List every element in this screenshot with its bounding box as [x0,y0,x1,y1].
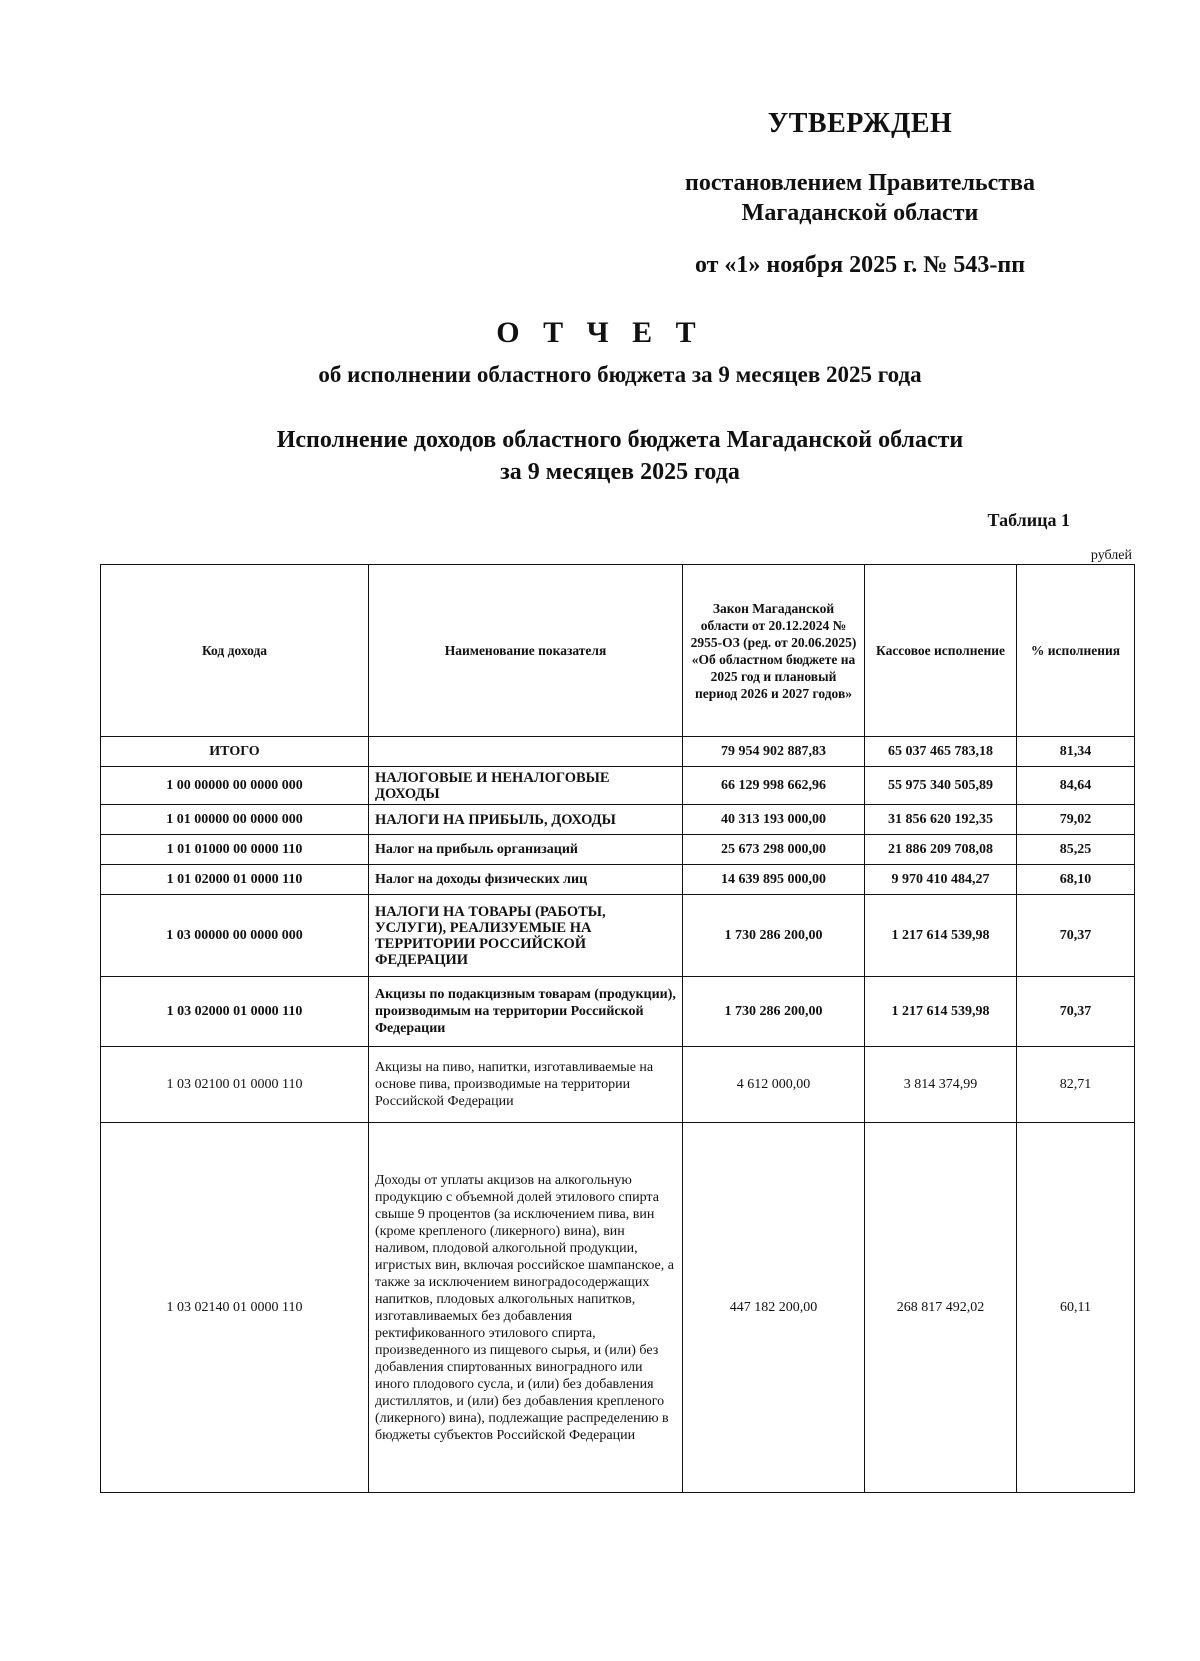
cell-name: НАЛОГИ НА ТОВАРЫ (РАБОТЫ, УСЛУГИ), РЕАЛИЗУЕМЫЕ НА ТЕРРИТОРИИ РОССИЙСКОЙ ФЕДЕРАЦИИ [369,895,683,977]
approved-heading: УТВЕРЖДЕН [767,108,953,139]
section-title-line-2: за 9 месяцев 2025 года [500,459,740,485]
cell-law: 79 954 902 887,83 [683,737,865,767]
cell-name: Акцизы по подакцизным товарам (продукции), производимым на территории Российской Федерации [369,977,683,1047]
cell-percent: 60,11 [1017,1123,1135,1493]
header-percent: % исполнения [1017,565,1135,737]
cell-law: 1 730 286 200,00 [683,895,865,977]
header-law: Закон Магаданской области от 20.12.2024 № 2955-ОЗ (ред. от 20.06.2025) «Об областном бюджете на 2025 год и плановый период 2026 и 2027 годов» [683,565,865,737]
revenue-table [100,564,1135,1493]
cell-percent: 70,37 [1017,977,1135,1047]
cell-name [369,737,683,767]
report-subtitle: об исполнении областного бюджета за 9 месяцев 2025 года [318,362,922,387]
table-row [101,805,1135,835]
table-row [101,1123,1135,1493]
cell-cash: 3 814 374,99 [865,1047,1017,1123]
cell-cash: 65 037 465 783,18 [865,737,1017,767]
cell-law: 40 313 193 000,00 [683,805,865,835]
cell-percent: 85,25 [1017,835,1135,865]
cell-cash: 1 217 614 539,98 [865,895,1017,977]
cell-law: 25 673 298 000,00 [683,835,865,865]
header-name: Наименование показателя [369,565,683,737]
cell-cash: 9 970 410 484,27 [865,865,1017,895]
table-row [101,865,1135,895]
table-header-row [101,565,1135,737]
cell-percent: 70,37 [1017,895,1135,977]
cell-law: 447 182 200,00 [683,1123,865,1493]
table-label: Таблица 1 [987,510,1070,530]
table-row [101,835,1135,865]
cell-name: Доходы от уплаты акцизов на алкогольную продукцию с объемной долей этилового спирта свыше 9 процентов (за исключением пива, вин (кроме крепленого (ликерного) вина), вин наливом, плодовой алкогольной продукции, игристых вин, включая российское шампанское, а также за исключением виноградосодержащих напитков, плодовых алкогольных напитков, изготавливаемых без добавления ректификованного этилового спирта, произведенного из пищевого сырья, и (или) без добавления спиртованных виноградного или иного плодового сусла, и (или) без добавления дистиллятов, и (или) без добавления крепленого (ликерного) вина), подлежащие распределению в бюджеты субъектов Российской Федерации [369,1123,683,1493]
table-row [101,737,1135,767]
cell-law: 4 612 000,00 [683,1047,865,1123]
cell-code: 1 03 02000 01 0000 110 [101,977,369,1047]
cell-percent: 68,10 [1017,865,1135,895]
cell-cash: 55 975 340 505,89 [865,767,1017,805]
cell-code: 1 03 02140 01 0000 110 [101,1123,369,1493]
cell-percent: 84,64 [1017,767,1135,805]
cell-percent: 81,34 [1017,737,1135,767]
table-row [101,767,1135,805]
header-code: Код дохода [101,565,369,737]
section-title-line-1: Исполнение доходов областного бюджета Магаданской области [276,427,964,453]
cell-cash: 1 217 614 539,98 [865,977,1017,1047]
cell-percent: 79,02 [1017,805,1135,835]
cell-code: ИТОГО [101,737,369,767]
approval-date: от «1» ноября 2025 г. № 543-пп [694,252,1026,278]
cell-name: НАЛОГИ НА ПРИБЫЛЬ, ДОХОДЫ [369,805,683,835]
cell-code: 1 03 00000 00 0000 000 [101,895,369,977]
cell-cash: 268 817 492,02 [865,1123,1017,1493]
units-label: рублей [1090,548,1132,563]
table-row [101,1047,1135,1123]
cell-cash: 31 856 620 192,35 [865,805,1017,835]
cell-law: 1 730 286 200,00 [683,977,865,1047]
approval-block [620,108,1100,279]
cell-code: 1 01 02000 01 0000 110 [101,865,369,895]
cell-law: 14 639 895 000,00 [683,865,865,895]
cell-code: 1 01 01000 00 0000 110 [101,835,369,865]
table-row [101,977,1135,1047]
cell-law: 66 129 998 662,96 [683,767,865,805]
section-title [0,424,1200,488]
cell-cash: 21 886 209 708,08 [865,835,1017,865]
cell-code: 1 00 00000 00 0000 000 [101,767,369,805]
approval-line-2: Магаданской области [741,200,979,226]
cell-code: 1 01 00000 00 0000 000 [101,805,369,835]
cell-name: Налог на прибыль организаций [369,835,683,865]
table-row [101,895,1135,977]
cell-percent: 82,71 [1017,1047,1135,1123]
cell-name: Налог на доходы физических лиц [369,865,683,895]
approval-line-1: постановлением Правительства [684,170,1035,196]
header-cash: Кассовое исполнение [865,565,1017,737]
cell-name: Акцизы на пиво, напитки, изготавливаемые на основе пива, производимые на территории Российской Федерации [369,1047,683,1123]
cell-name: НАЛОГОВЫЕ И НЕНАЛОГОВЫЕ ДОХОДЫ [369,767,683,805]
cell-code: 1 03 02100 01 0000 110 [101,1047,369,1123]
report-title: О Т Ч Е Т [496,316,704,349]
